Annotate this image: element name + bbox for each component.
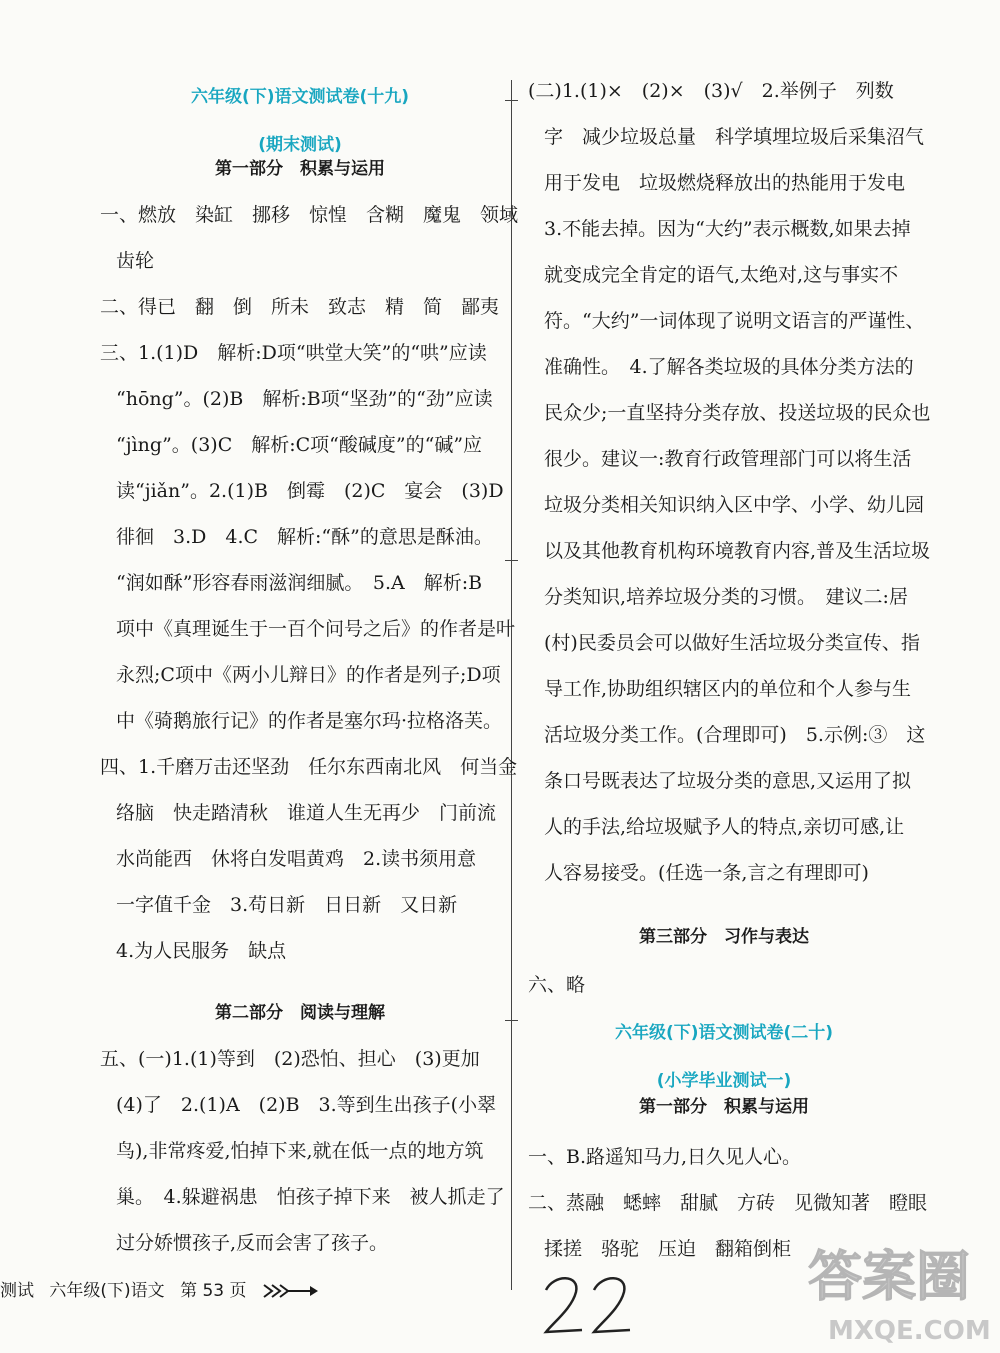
answer-line: 符。“大约”一词体现了说明文语言的严谨性、 xyxy=(544,310,925,332)
answer-line: 揉搓 骆驼 压迫 翻箱倒柜 xyxy=(544,1238,792,1260)
watermark-logo xyxy=(800,1225,995,1350)
watermark-url: MXQE.COM xyxy=(828,1316,991,1346)
answer-line: 活垃圾分类工作。(合理即可) 5.示例:③ 这 xyxy=(544,724,926,746)
answer-line: 3.不能去掉。因为“大约”表示概数,如果去掉 xyxy=(544,218,911,240)
answer-line: 络脑 快走踏清秋 谁道人生无再少 门前流 xyxy=(116,802,497,824)
column-divider xyxy=(511,80,512,1290)
section-heading: 第一部分 积累与运用 xyxy=(639,1097,809,1117)
page-footer xyxy=(0,1276,320,1308)
answer-line: 4.为人民服务 缺点 xyxy=(116,940,287,962)
answer-line: (4)了 2.(1)A (2)B 3.等到生出孩子(小翠 xyxy=(116,1094,497,1116)
answer-line: 过分娇惯孩子,反而会害了孩子。 xyxy=(116,1232,389,1254)
answer-line: 三、1.(1)D 解析:D项“哄堂大笑”的“哄”应读 xyxy=(100,342,487,364)
answer-line: 一字值千金 3.苟日新 日日新 又日新 xyxy=(116,894,458,916)
divider-tick xyxy=(505,560,518,561)
answer-line: 二、得已 翻 倒 所未 致志 精 简 鄙夷 xyxy=(100,296,500,318)
answer-line: 分类知识,培养垃圾分类的习惯。 建议二:居 xyxy=(544,586,908,608)
answer-line: 读“jiǎn”。2.(1)B 倒霉 (2)C 宴会 (3)D xyxy=(116,480,504,502)
answer-line: (村)民委员会可以做好生活垃圾分类宣传、指 xyxy=(544,632,920,654)
answer-line: 准确性。 4.了解各类垃圾的具体分类方法的 xyxy=(544,356,914,378)
test-title: 六年级(下)语文测试卷(十九) xyxy=(190,87,410,107)
answer-line: 人的手法,给垃圾赋予人的特点,亲切可感,让 xyxy=(544,816,905,838)
footer-label: 测试 xyxy=(0,1281,34,1301)
section-heading: 第一部分 积累与运用 xyxy=(215,159,385,179)
answer-line: 项中《真理诞生于一百个问号之后》的作者是叶 xyxy=(116,618,516,640)
answer-line: 很少。建议一:教育行政管理部门可以将生活 xyxy=(544,448,912,470)
divider-tick xyxy=(505,100,518,101)
answer-line: (二)1.(1)× (2)× (3)√ 2.举例子 列数 xyxy=(528,80,894,102)
answer-line: 五、(一)1.(1)等到 (2)恐怕、担心 (3)更加 xyxy=(100,1048,480,1070)
watermark-text: 答案圈 xyxy=(808,1245,970,1308)
answer-line: 导工作,协助组织辖区内的单位和个人参与生 xyxy=(544,678,912,700)
answer-line: 永烈;C项中《两小儿辩日》的作者是列子;D项 xyxy=(116,664,501,686)
answer-line: 人容易接受。(任选一条,言之有理即可) xyxy=(544,862,869,884)
answer-line: 二、蒸融 蟋蟀 甜腻 方砖 见微知著 瞪眼 xyxy=(528,1192,928,1214)
divider-tick xyxy=(505,1020,518,1021)
page-number: 第 53 页 xyxy=(180,1281,247,1301)
answer-line: 徘徊 3.D 4.C 解析:“酥”的意思是酥油。 xyxy=(116,526,493,548)
answer-line: 鸟),非常疼爱,怕掉下来,就在低一点的地方筑 xyxy=(116,1140,484,1162)
answer-line: “jìng”。(3)C 解析:C项“酸碱度”的“碱”应 xyxy=(116,434,483,456)
answer-line: 条口号既表达了垃圾分类的意思,又运用了拟 xyxy=(544,770,912,792)
answer-line: 齿轮 xyxy=(116,250,155,272)
answer-line: 垃圾分类相关知识纳入区中学、小学、幼儿园 xyxy=(544,494,925,516)
answer-line: 用于发电 垃圾燃烧释放出的热能用于发电 xyxy=(544,172,906,194)
answer-line: 中《骑鹅旅行记》的作者是塞尔玛·拉格洛芙。 xyxy=(116,710,503,732)
test-subtitle: (期末测试) xyxy=(258,135,342,155)
answer-line: “hōng”。(2)B 解析:B项“坚劲”的“劲”应读 xyxy=(116,388,493,410)
handwritten-number xyxy=(540,1268,640,1340)
answer-line: 以及其他教育机构环境教育内容,普及生活垃圾 xyxy=(544,540,931,562)
test-title: 六年级(下)语文测试卷(二十) xyxy=(614,1023,834,1043)
answer-line: 六、略 xyxy=(528,974,586,996)
footer-grade: 六年级(下)语文 xyxy=(49,1281,165,1301)
answer-line: 民众少;一直坚持分类存放、投送垃圾的民众也 xyxy=(544,402,931,424)
answer-line: 巢。 4.躲避祸患 怕孩子掉下来 被人抓走了 xyxy=(116,1186,505,1208)
answer-line: 一、燃放 染缸 挪移 惊惶 含糊 魔鬼 领域 xyxy=(100,204,519,226)
answer-line: 就变成完全肯定的语气,太绝对,这与事实不 xyxy=(544,264,899,286)
arrows-icon xyxy=(262,1282,322,1300)
section-heading: 第三部分 习作与表达 xyxy=(639,927,809,947)
answer-line: 四、1.千磨万击还坚劲 任尔东西南北风 何当金 xyxy=(100,756,518,778)
answer-line: 水尚能西 休将白发唱黄鸡 2.读书须用意 xyxy=(116,848,477,870)
answer-line: “润如酥”形容春雨滋润细腻。 5.A 解析:B xyxy=(116,572,483,594)
answer-line: 一、B.路遥知马力,日久见人心。 xyxy=(528,1146,802,1168)
section-heading: 第二部分 阅读与理解 xyxy=(215,1003,385,1023)
answer-line: 字 减少垃圾总量 科学填埋垃圾后采集沼气 xyxy=(544,126,925,148)
test-subtitle: (小学毕业测试一) xyxy=(656,1071,792,1091)
